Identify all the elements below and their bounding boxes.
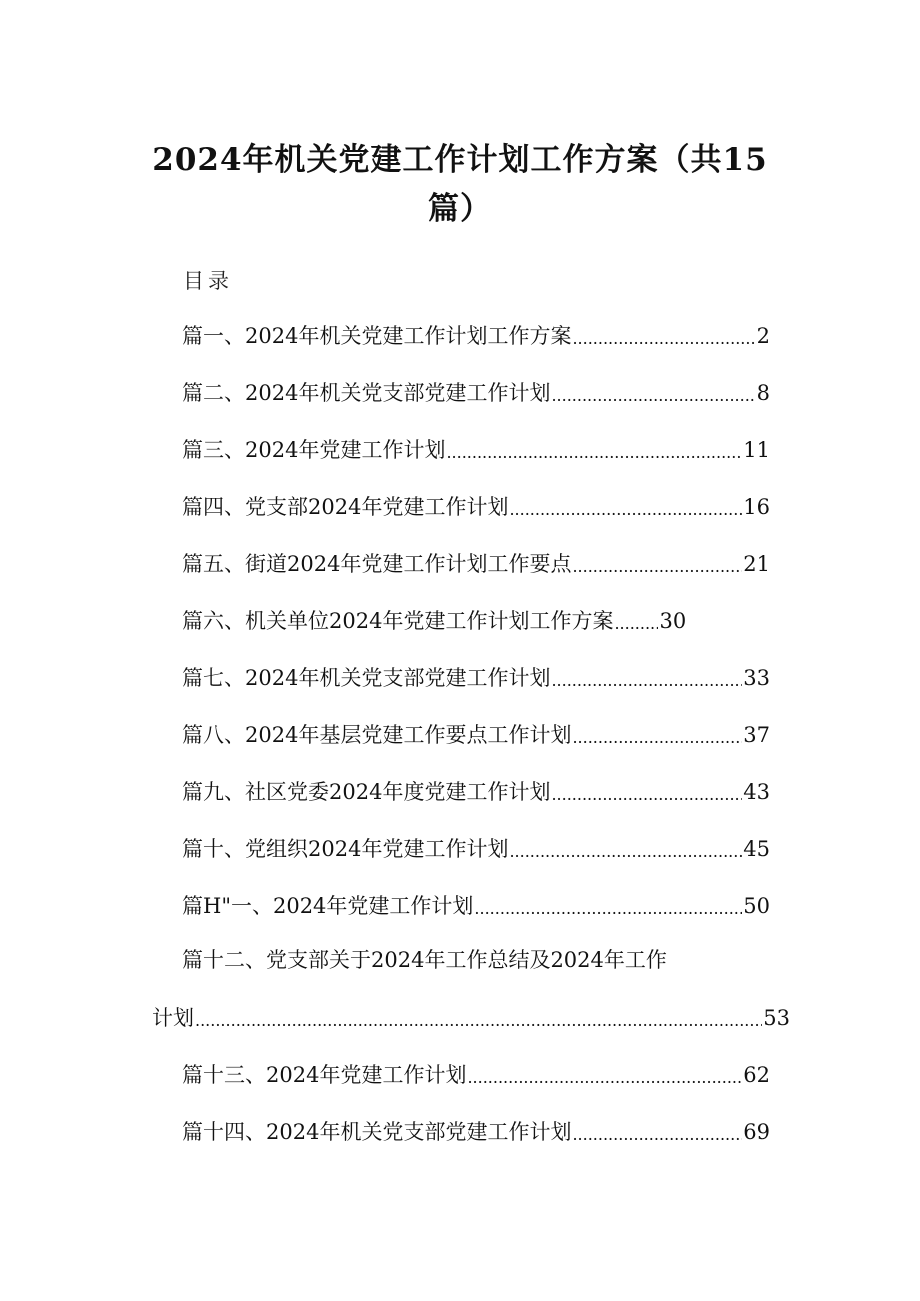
toc-entry[interactable] xyxy=(182,719,770,751)
toc-entry-page: 53 xyxy=(763,1006,790,1030)
toc-leader-dots xyxy=(551,377,755,409)
toc-entry[interactable] xyxy=(182,377,770,409)
toc-leader-dots xyxy=(509,491,742,523)
toc-entry[interactable] xyxy=(182,434,770,466)
document-title-line-1: 2024年机关党建工作计划工作方案（共15 xyxy=(152,142,768,178)
toc-entry-label: 篇九、社区党委2024年度党建工作计划 xyxy=(182,780,551,804)
toc-entry[interactable] xyxy=(182,662,770,694)
toc-entry-label: 篇七、2024年机关党支部党建工作计划 xyxy=(182,666,551,690)
toc-leader-dots xyxy=(474,890,742,922)
toc-entry-label-line-2: 计划 xyxy=(152,1006,194,1030)
toc-entry-label: 篇十四、2024年机关党支部党建工作计划 xyxy=(182,1120,572,1144)
toc-entry-page: 62 xyxy=(743,1063,770,1087)
toc-entry-page: 2 xyxy=(756,324,770,348)
toc-entry-page: 30 xyxy=(659,609,687,633)
toc-entry-page: 37 xyxy=(743,723,770,747)
toc-leader-dots xyxy=(572,548,742,580)
toc-leader-dots xyxy=(195,1002,762,1034)
toc-entry[interactable] xyxy=(182,776,770,808)
toc-entry-label: 篇十、党组织2024年党建工作计划 xyxy=(182,837,509,861)
toc-leader-dots xyxy=(467,1059,742,1091)
toc-leader-dots xyxy=(572,320,755,352)
toc-leader-dots xyxy=(551,662,742,694)
toc-entry-page: 11 xyxy=(743,438,770,462)
toc-entry-label: 篇H"一、2024年党建工作计划 xyxy=(182,894,474,918)
toc-entry-page: 43 xyxy=(743,780,770,804)
toc-leader-dots xyxy=(551,776,742,808)
toc-leader-dots xyxy=(446,434,742,466)
toc-entry-page: 45 xyxy=(743,837,770,861)
toc-entry-label-line-1[interactable]: 篇十二、党支部关于2024年工作总结及2024年工作 xyxy=(182,948,667,972)
toc-entry-page: 33 xyxy=(743,666,770,690)
toc-entry[interactable] xyxy=(182,605,770,637)
toc-entry[interactable] xyxy=(182,320,770,352)
toc-entry-label: 篇六、机关单位2024年党建工作计划工作方案 xyxy=(182,609,614,633)
toc-entry-page: 69 xyxy=(743,1120,770,1144)
toc-entry-page: 50 xyxy=(743,894,770,918)
toc-entry[interactable] xyxy=(182,833,770,865)
toc-entry-label: 篇四、党支部2024年党建工作计划 xyxy=(182,495,509,519)
toc-entry-label: 篇五、街道2024年党建工作计划工作要点 xyxy=(182,552,572,576)
toc-leader-dots xyxy=(572,719,742,751)
toc-heading: 目录 xyxy=(183,269,233,293)
document-title-line-2: 篇） xyxy=(428,191,492,227)
toc-leader-dots xyxy=(572,1116,742,1148)
toc-entry[interactable] xyxy=(182,491,770,523)
toc-entry[interactable] xyxy=(182,1059,770,1091)
toc-entry-page: 21 xyxy=(743,552,770,576)
toc-entry-label: 篇十三、2024年党建工作计划 xyxy=(182,1063,467,1087)
toc-entry[interactable] xyxy=(182,890,770,922)
toc-entry[interactable] xyxy=(182,548,770,580)
toc-entry-page: 8 xyxy=(756,381,770,405)
toc-leader-dots xyxy=(614,605,658,637)
toc-entry-label: 篇二、2024年机关党支部党建工作计划 xyxy=(182,381,551,405)
toc-leader-dots xyxy=(509,833,742,865)
toc-entry[interactable] xyxy=(152,1002,790,1034)
toc-entry-label: 篇八、2024年基层党建工作要点工作计划 xyxy=(182,723,572,747)
toc-entry-label: 篇三、2024年党建工作计划 xyxy=(182,438,446,462)
toc-entry-page: 16 xyxy=(743,495,770,519)
toc-entry-label: 篇一、2024年机关党建工作计划工作方案 xyxy=(182,324,572,348)
toc-entry[interactable] xyxy=(182,1116,770,1148)
